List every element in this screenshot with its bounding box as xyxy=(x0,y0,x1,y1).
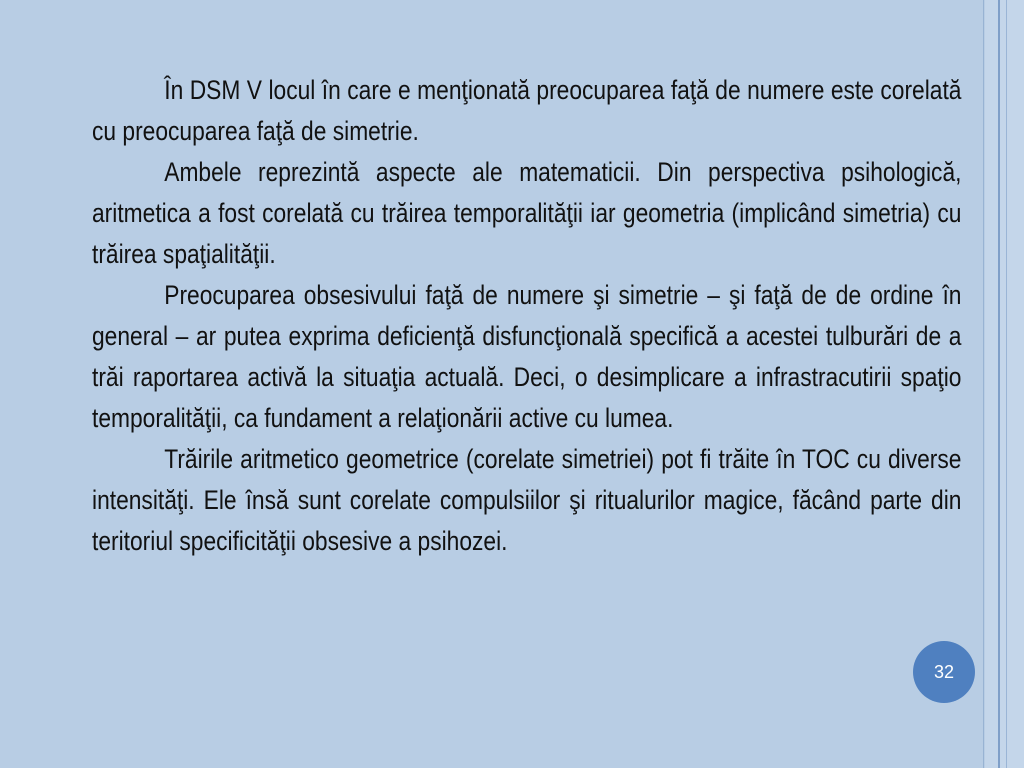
right-border-line xyxy=(983,0,984,768)
right-border-line xyxy=(998,0,1000,768)
paragraph: În DSM V locul în care e menţionată preocuparea faţă de numere este corelată cu preocuparea faţă de simetrie. xyxy=(92,75,962,146)
right-border-band xyxy=(985,0,1024,768)
slide-number-badge xyxy=(913,641,975,703)
slide-text-body xyxy=(92,70,962,562)
slide-number: 32 xyxy=(933,661,955,682)
right-border-line xyxy=(1006,0,1007,768)
paragraph: Preocuparea obsesivului faţă de numere şi simetrie – şi faţă de de ordine în general – ar putea exprima deficienţă disfuncţională specifică a acestei tulburări de a trăi raportarea activă la situaţia actuală. Deci, o desimplicare a infrastracutirii spaţio temporalităţii, ca fundament a relaţionării active cu lumea. xyxy=(92,280,962,433)
paragraph: Trăirile aritmetico geometrice (corelate simetriei) pot fi trăite în TOC cu diverse intensităţi. Ele însă sunt corelate compulsiilor şi ritualurilor magice, făcând parte din teritoriul specificităţii obsesive a psihozei. xyxy=(92,444,962,556)
paragraph: Ambele reprezintă aspecte ale matematicii. Din perspectiva psihologică, aritmetica a fost corelată cu trăirea temporalităţii iar geometria (implicând simetria) cu trăirea spaţialităţii. xyxy=(92,157,962,269)
